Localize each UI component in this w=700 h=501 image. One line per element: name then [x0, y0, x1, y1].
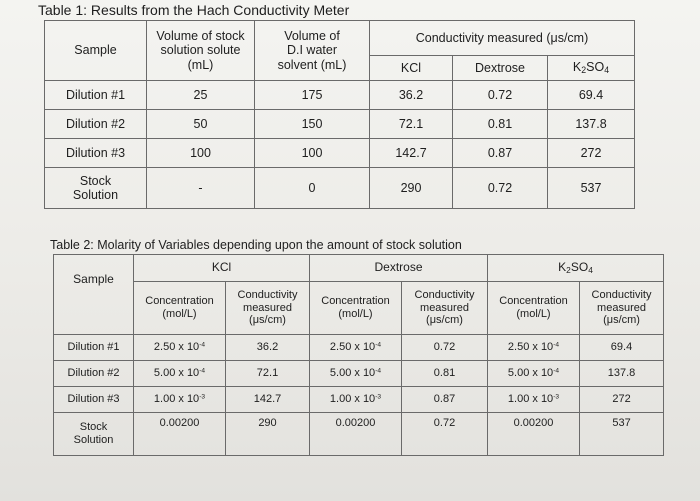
t2-kcl-conductivity: 72.1 [226, 361, 310, 387]
t1-header-conductivity: Conductivity measured (μs/cm) [370, 21, 635, 56]
t1-k2so4-value: 137.8 [548, 110, 635, 139]
t2-k2so4-concentration: 0.00200 [488, 413, 580, 456]
t2-header-dextrose-concentration: Concentration (mol/L) [310, 282, 402, 335]
table-row [54, 335, 664, 361]
t2-k2so4-conductivity: 537 [580, 413, 664, 456]
t2-header-k2so4-conductivity: Conductivity measured (μs/cm) [580, 282, 664, 335]
table1-conductivity-results [44, 20, 635, 209]
t2-header-kcl: KCl [134, 255, 310, 282]
table-row [45, 81, 635, 110]
table-row [45, 139, 635, 168]
table-row [54, 361, 664, 387]
t1-header-volume-water: Volume of D.I water solvent (mL) [255, 21, 370, 81]
table1-caption: Table 1: Results from the Hach Conductivity Meter [38, 2, 350, 18]
t2-dextrose-concentration: 1.00 x $10^{-3}$ [310, 387, 402, 413]
t1-k2so4-value: 69.4 [548, 81, 635, 110]
t2-header-kcl-conductivity: Conductivity measured (μs/cm) [226, 282, 310, 335]
t1-sample: Dilution #1 [45, 81, 147, 110]
t2-header-kcl-concentration: Concentration (mol/L) [134, 282, 226, 335]
t2-kcl-concentration: 2.50 x $10^{-4}$ [134, 335, 226, 361]
t1-kcl-value: 290 [370, 168, 453, 209]
t2-kcl-conductivity: 36.2 [226, 335, 310, 361]
t1-k2so4-value: 537 [548, 168, 635, 209]
t2-sample: Stock Solution [54, 413, 134, 456]
t2-kcl-conductivity: 142.7 [226, 387, 310, 413]
t1-header-k2so4: $K_2SO_4$ [548, 56, 635, 81]
t1-kcl-value: 72.1 [370, 110, 453, 139]
t1-stock-volume: 100 [147, 139, 255, 168]
t2-k2so4-conductivity: 69.4 [580, 335, 664, 361]
table2-caption: Table 2: Molarity of Variables depending upon the amount of stock solution [50, 238, 462, 252]
t2-dextrose-conductivity: 0.72 [402, 413, 488, 456]
t2-dextrose-concentration: 5.00 x $10^{-4}$ [310, 361, 402, 387]
t2-sample: Dilution #1 [54, 335, 134, 361]
t2-kcl-conductivity: 290 [226, 413, 310, 456]
t1-water-volume: 100 [255, 139, 370, 168]
table2-molarity [53, 254, 664, 456]
t1-kcl-value: 142.7 [370, 139, 453, 168]
t1-sample: Dilution #3 [45, 139, 147, 168]
t2-kcl-concentration: 5.00 x $10^{-4}$ [134, 361, 226, 387]
t2-k2so4-conductivity: 137.8 [580, 361, 664, 387]
table-row [54, 387, 664, 413]
t1-header-kcl: KCl [370, 56, 453, 81]
t1-kcl-value: 36.2 [370, 81, 453, 110]
t2-header-sample: Sample [54, 255, 134, 335]
t1-header-sample: Sample [45, 21, 147, 81]
t1-dextrose-value: 0.81 [453, 110, 548, 139]
t1-sample: Stock Solution [45, 168, 147, 209]
t1-water-volume: 150 [255, 110, 370, 139]
table-row [54, 413, 664, 456]
t1-header-dextrose: Dextrose [453, 56, 548, 81]
t1-sample: Dilution #2 [45, 110, 147, 139]
t2-header-dextrose: Dextrose [310, 255, 488, 282]
t1-water-volume: 0 [255, 168, 370, 209]
t1-k2so4-value: 272 [548, 139, 635, 168]
t2-header-k2so4: $K_2SO_4$ [488, 255, 664, 282]
table-row [45, 168, 635, 209]
t1-stock-volume: 50 [147, 110, 255, 139]
t2-kcl-concentration: 0.00200 [134, 413, 226, 456]
t1-stock-volume: - [147, 168, 255, 209]
t2-sample: Dilution #3 [54, 387, 134, 413]
t1-stock-volume: 25 [147, 81, 255, 110]
t2-dextrose-conductivity: 0.87 [402, 387, 488, 413]
t2-header-k2so4-concentration: Concentration (mol/L) [488, 282, 580, 335]
t2-sample: Dilution #2 [54, 361, 134, 387]
t2-k2so4-concentration: 1.00 x $10^{-3}$ [488, 387, 580, 413]
t2-dextrose-conductivity: 0.81 [402, 361, 488, 387]
t1-header-volume-stock: Volume of stock solution solute (mL) [147, 21, 255, 81]
t1-water-volume: 175 [255, 81, 370, 110]
t1-dextrose-value: 0.87 [453, 139, 548, 168]
t2-k2so4-concentration: 2.50 x $10^{-4}$ [488, 335, 580, 361]
t2-k2so4-concentration: 5.00 x $10^{-4}$ [488, 361, 580, 387]
t1-dextrose-value: 0.72 [453, 81, 548, 110]
t2-header-dextrose-conductivity: Conductivity measured (μs/cm) [402, 282, 488, 335]
t2-dextrose-concentration: 2.50 x $10^{-4}$ [310, 335, 402, 361]
t2-dextrose-conductivity: 0.72 [402, 335, 488, 361]
t2-kcl-concentration: 1.00 x $10^{-3}$ [134, 387, 226, 413]
t1-dextrose-value: 0.72 [453, 168, 548, 209]
t2-dextrose-concentration: 0.00200 [310, 413, 402, 456]
table-row [45, 110, 635, 139]
t2-k2so4-conductivity: 272 [580, 387, 664, 413]
